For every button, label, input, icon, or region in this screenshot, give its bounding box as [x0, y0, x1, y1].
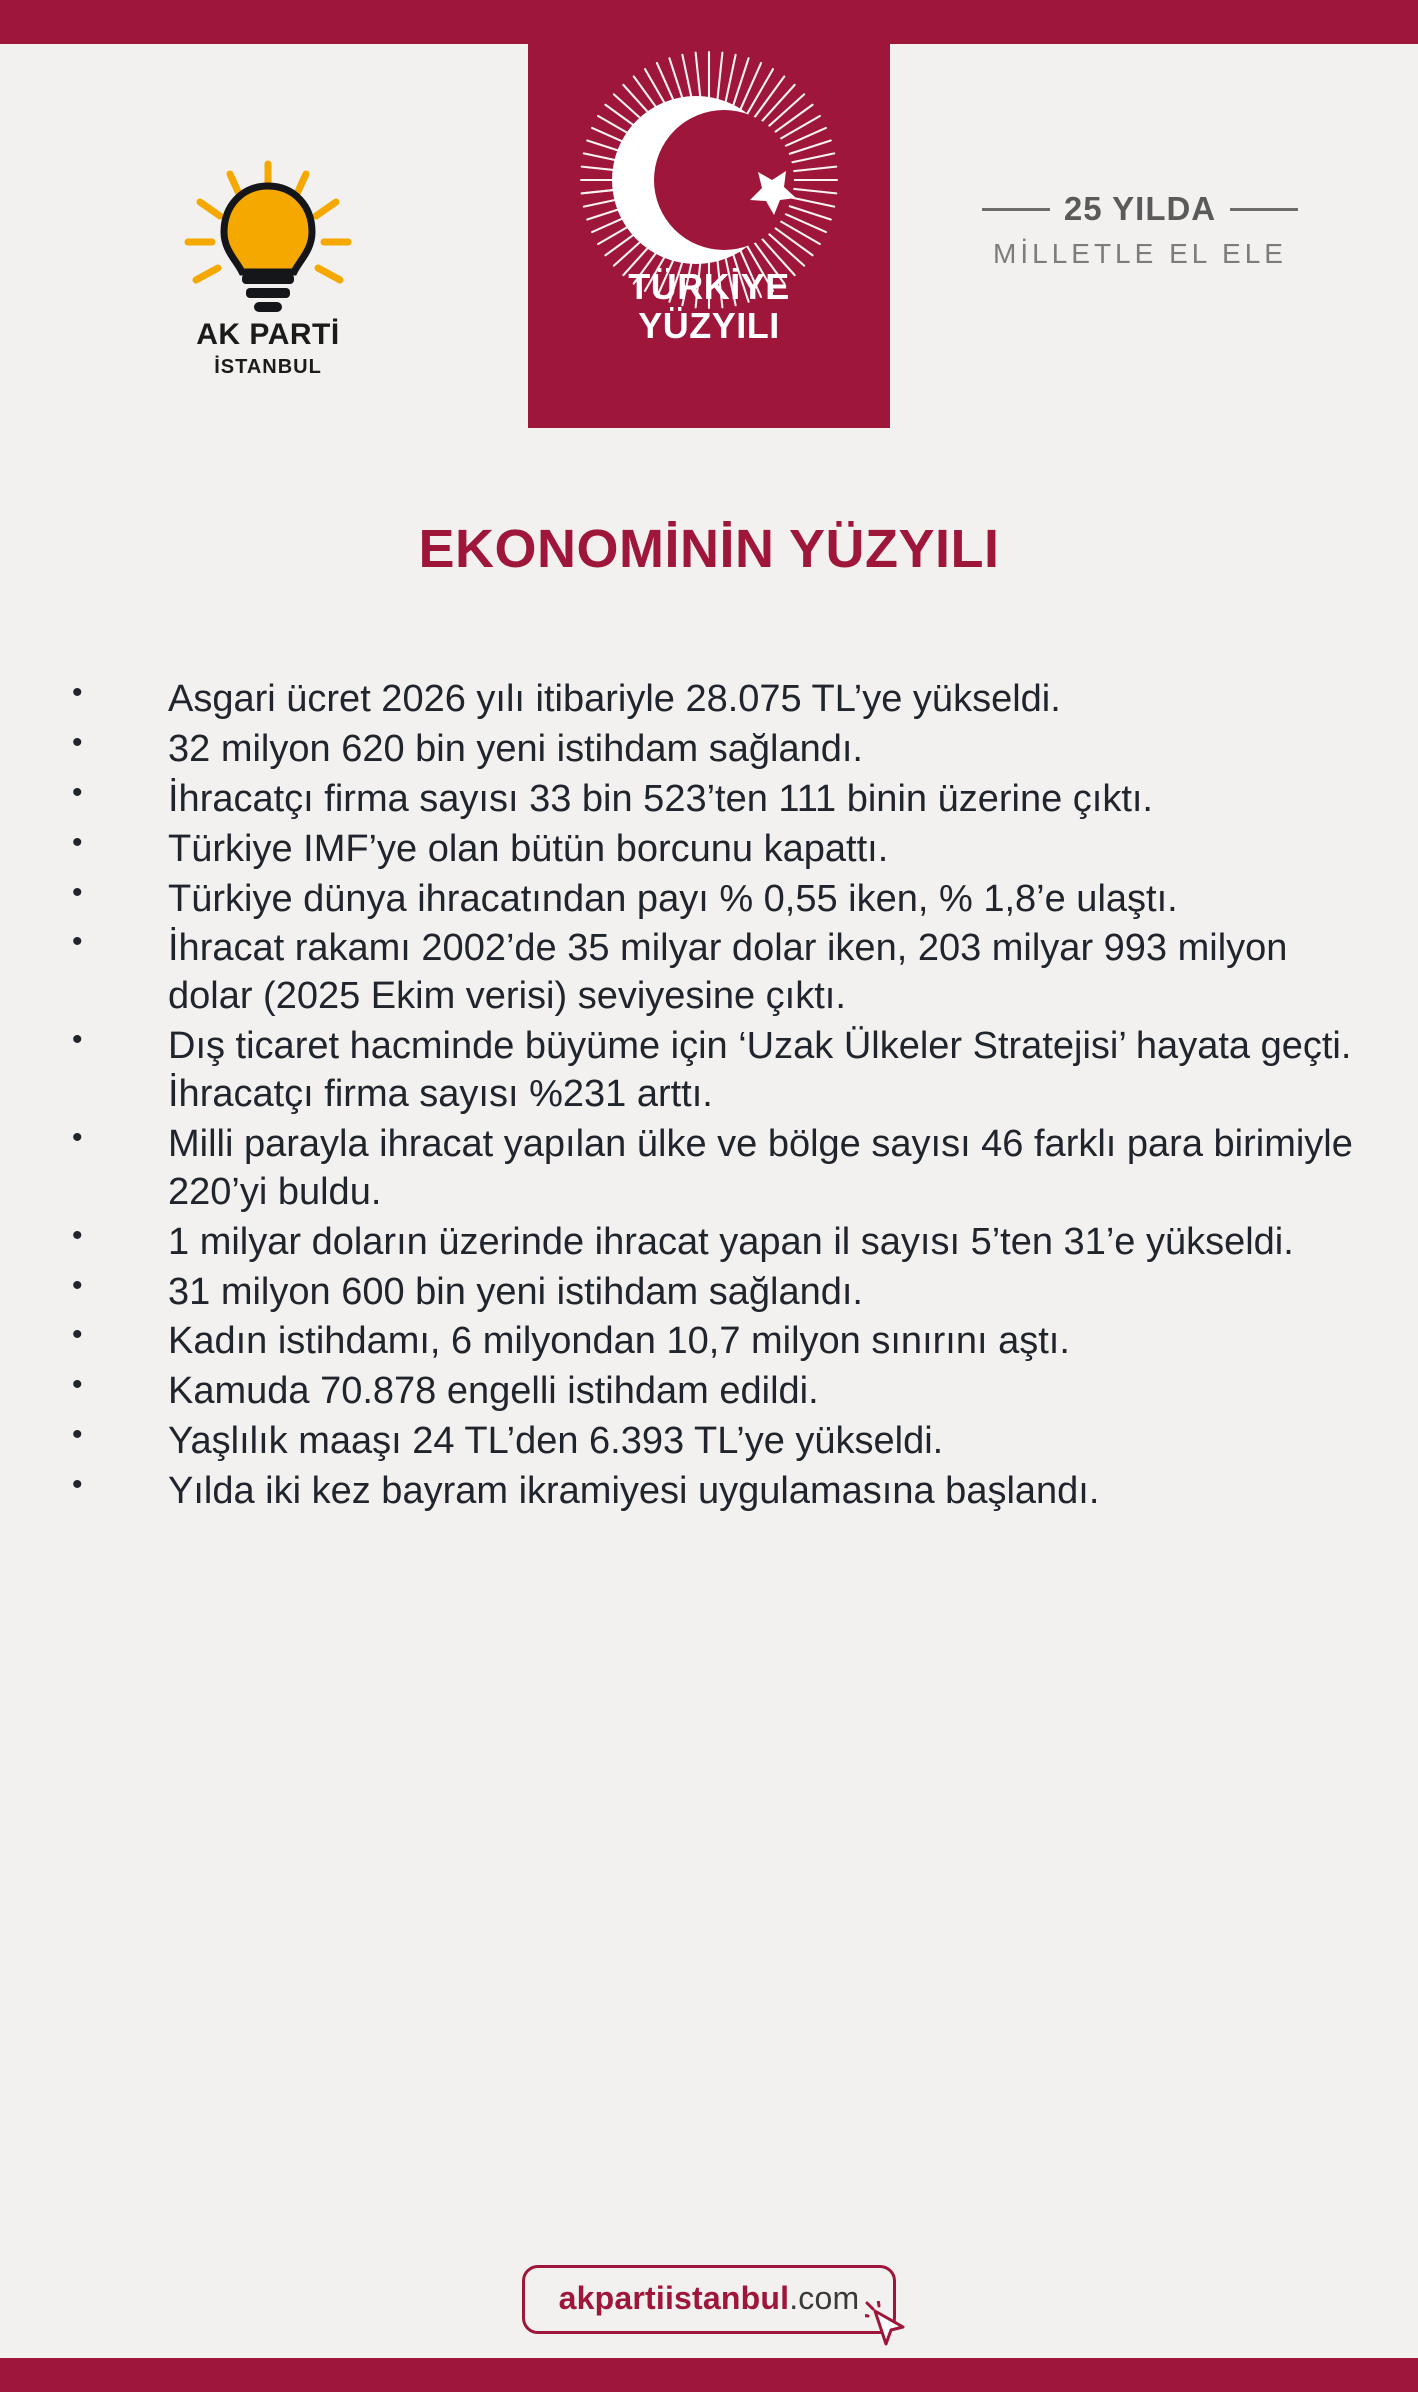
- emblem-title: [528, 268, 890, 346]
- top-bar-left: [0, 0, 528, 44]
- website-badge[interactable]: [522, 2265, 897, 2334]
- slogan-main-row: [930, 190, 1350, 228]
- emblem-title-line2: YÜZYILI: [638, 304, 780, 346]
- list-item: • 1 milyar doların üzerinde ihracat yapan il sayısı 5’ten 31’e yükseldi.: [58, 1219, 1358, 1267]
- cursor-click-icon: [865, 2301, 911, 2353]
- list-item: • İhracat rakamı 2002’de 35 milyar dolar iken, 203 milyar 993 milyon dolar (2025 Ekim verisi) seviyesine çıktı.: [58, 925, 1358, 1021]
- slogan-main: 25 YILDA: [1063, 190, 1217, 227]
- list-item: • Türkiye IMF’ye olan bütün borcunu kapattı.: [58, 826, 1358, 874]
- list-item: • Kadın istihdamı, 6 milyondan 10,7 milyon sınırını aştı.: [58, 1318, 1358, 1366]
- ak-parti-logo: [158, 158, 378, 388]
- list-item: • İhracatçı firma sayısı 33 bin 523’ten 111 binin üzerine çıktı.: [58, 776, 1358, 824]
- bullet-list: [58, 676, 1358, 1516]
- website-brand: akpartiistanbul: [558, 2280, 790, 2316]
- bottom-bar: [0, 2358, 1418, 2392]
- anniversary-slogan: [930, 190, 1350, 270]
- party-name: AK PARTİ: [196, 318, 340, 351]
- top-bar-right: [890, 0, 1418, 44]
- slogan-sub: MİLLETLE EL ELE: [993, 238, 1287, 269]
- list-item: • 31 milyon 600 bin yeni istihdam sağlandı.: [58, 1269, 1358, 1317]
- page-title: EKONOMİNİN YÜZYILI: [418, 519, 1000, 579]
- list-item: • Milli parayla ihracat yapılan ülke ve bölge sayısı 46 farklı para birimiyle 220’yi buldu.: [58, 1121, 1358, 1217]
- list-item: • Yaşlılık maaşı 24 TL’den 6.393 TL’ye yükseldi.: [58, 1418, 1358, 1466]
- list-item: • Kamuda 70.878 engelli istihdam edildi.: [58, 1368, 1358, 1416]
- slogan-rule-right: [1230, 208, 1298, 211]
- bullet-list-container: [58, 676, 1358, 1518]
- emblem-title-line1: TÜRKİYE: [628, 266, 790, 307]
- footer: [0, 2265, 1418, 2334]
- list-item: • Türkiye dünya ihracatından payı % 0,55 iken, % 1,8’e ulaştı.: [58, 876, 1358, 924]
- list-item: • Yılda iki kez bayram ikramiyesi uygulamasına başlandı.: [58, 1468, 1358, 1516]
- list-item: • Dış ticaret hacminde büyüme için ‘Uzak Ülkeler Stratejisi’ hayata geçti. İhracatçı firma sayısı %231 arttı.: [58, 1023, 1358, 1119]
- slogan-rule-left: [982, 208, 1050, 211]
- party-city: İSTANBUL: [214, 356, 322, 378]
- lightbulb-icon: [158, 158, 378, 316]
- list-item: • 32 milyon 620 bin yeni istihdam sağlandı.: [58, 726, 1358, 774]
- website-tld: .com: [789, 2280, 860, 2316]
- list-item: • Asgari ücret 2026 yılı itibariyle 28.075 TL’ye yükseldi.: [58, 676, 1358, 724]
